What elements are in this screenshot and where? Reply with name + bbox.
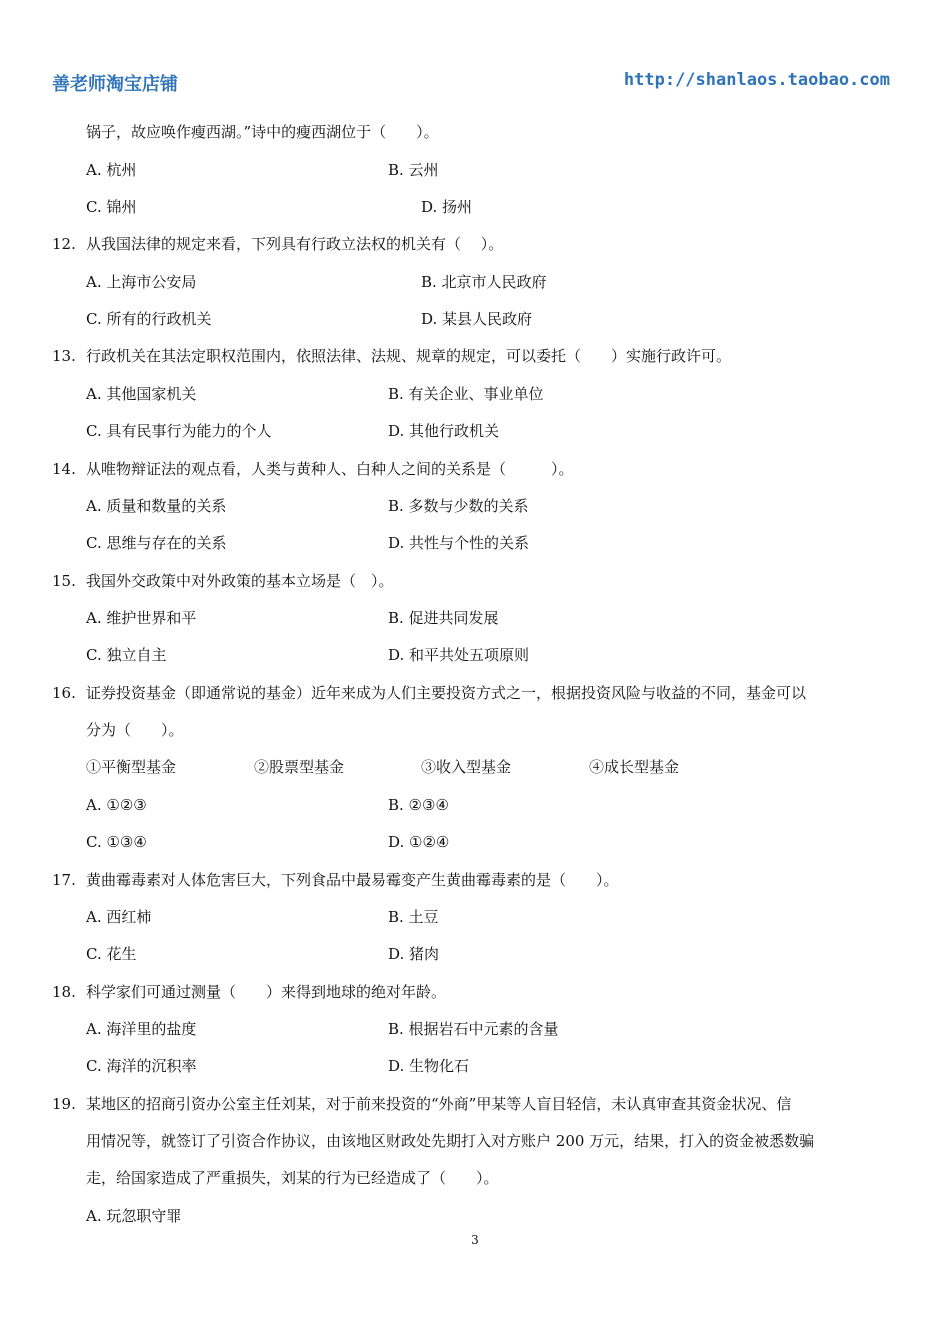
- q19-number: 19.: [52, 1095, 76, 1113]
- q13-option-d: D. 其他行政机关: [388, 422, 500, 440]
- q17-option-d: D. 猪肉: [388, 945, 440, 963]
- q14-option-c: C. 思维与存在的关系: [86, 534, 227, 552]
- q17-option-a: A. 西红柿: [86, 908, 152, 926]
- q16-option-b: B. ②③④: [388, 796, 449, 814]
- q14-number: 14.: [52, 460, 76, 478]
- q16-item-3: ③收入型基金: [421, 758, 512, 776]
- q12-stem: 从我国法律的规定来看，下列具有行政立法权的机关有（ ）。: [86, 235, 504, 253]
- q13-option-a: A. 其他国家机关: [86, 385, 197, 403]
- q17-stem: 黄曲霉毒素对人体危害巨大，下列食品中最易霉变产生黄曲霉毒素的是（ ）。: [86, 871, 619, 889]
- q16-option-a: A. ①②③: [86, 796, 147, 814]
- q12-option-b: B. 北京市人民政府: [421, 273, 547, 291]
- page-header: [52, 70, 890, 96]
- page-number: 3: [471, 1233, 479, 1247]
- q14-option-a: A. 质量和数量的关系: [86, 497, 227, 515]
- q16-stem-line2: 分为（ ）。: [86, 721, 184, 739]
- q15-stem: 我国外交政策中对外政策的基本立场是（ ）。: [86, 572, 394, 590]
- q12-option-d: D. 某县人民政府: [421, 310, 533, 328]
- q15-option-c: C. 独立自主: [86, 646, 167, 664]
- q12-number: 12.: [52, 235, 76, 253]
- q16-stem-line1: 证券投资基金（即通常说的基金）近年来成为人们主要投资方式之一，根据投资风险与收益的不同，基金可以: [86, 684, 807, 702]
- q18-number: 18.: [52, 983, 76, 1001]
- q19-stem-line1: 某地区的招商引资办公室主任刘某，对于前来投资的“外商”甲某等人盲目轻信，未认真审查其资金状况、信: [86, 1095, 792, 1113]
- q18-stem: 科学家们可通过测量（ ）来得到地球的绝对年龄。: [86, 983, 447, 1001]
- q11-option-c: C. 锦州: [86, 198, 137, 216]
- q16-item-4: ④成长型基金: [589, 758, 680, 776]
- q11-option-b: B. 云州: [388, 161, 439, 179]
- q19-option-a: A. 玩忽职守罪: [86, 1207, 182, 1225]
- q13-stem: 行政机关在其法定职权范围内，依照法律、法规、规章的规定，可以委托（ ）实施行政许可。: [86, 347, 732, 365]
- q12-option-a: A. 上海市公安局: [86, 273, 197, 291]
- q18-option-d: D. 生物化石: [388, 1057, 470, 1075]
- q17-number: 17.: [52, 871, 76, 889]
- q18-option-b: B. 根据岩石中元素的含量: [388, 1020, 559, 1038]
- q14-stem: 从唯物辩证法的观点看，人类与黄种人、白种人之间的关系是（ ）。: [86, 460, 574, 478]
- shop-brand-title: 善老师淘宝店铺: [52, 74, 178, 95]
- q14-option-d: D. 共性与个性的关系: [388, 534, 530, 552]
- shop-url[interactable]: http://shanlaos.taobao.com: [623, 70, 890, 90]
- q16-option-d: D. ①②④: [388, 833, 450, 851]
- q17-option-c: C. 花生: [86, 945, 137, 963]
- q16-item-2: ②股票型基金: [254, 758, 345, 776]
- q13-number: 13.: [52, 347, 76, 365]
- q19-stem-line3: 走，给国家造成了严重损失，刘某的行为已经造成了（ ）。: [86, 1169, 499, 1187]
- q15-option-a: A. 维护世界和平: [86, 609, 197, 627]
- q15-option-d: D. 和平共处五项原则: [388, 646, 530, 664]
- q18-option-a: A. 海洋里的盐度: [86, 1020, 197, 1038]
- q15-number: 15.: [52, 572, 76, 590]
- q19-stem-line2: 用情况等，就签订了引资合作协议，由该地区财政处先期打入对方账户 200 万元，结果，打入的资金被悉数骗: [86, 1132, 815, 1150]
- q16-number: 16.: [52, 684, 76, 702]
- q17-option-b: B. 土豆: [388, 908, 439, 926]
- q13-option-b: B. 有关企业、事业单位: [388, 385, 544, 403]
- q11-option-a: A. 杭州: [86, 161, 137, 179]
- q14-option-b: B. 多数与少数的关系: [388, 497, 529, 515]
- q15-option-b: B. 促进共同发展: [388, 609, 499, 627]
- q13-option-c: C. 具有民事行为能力的个人: [86, 422, 272, 440]
- q12-option-c: C. 所有的行政机关: [86, 310, 212, 328]
- q11-stem-tail: 锅子，故应唤作瘦西湖。”诗中的瘦西湖位于（ ）。: [86, 123, 439, 141]
- q18-option-c: C. 海洋的沉积率: [86, 1057, 197, 1075]
- q11-option-d: D. 扬州: [421, 198, 473, 216]
- q16-option-c: C. ①③④: [86, 833, 147, 851]
- q16-item-1: ①平衡型基金: [86, 758, 177, 776]
